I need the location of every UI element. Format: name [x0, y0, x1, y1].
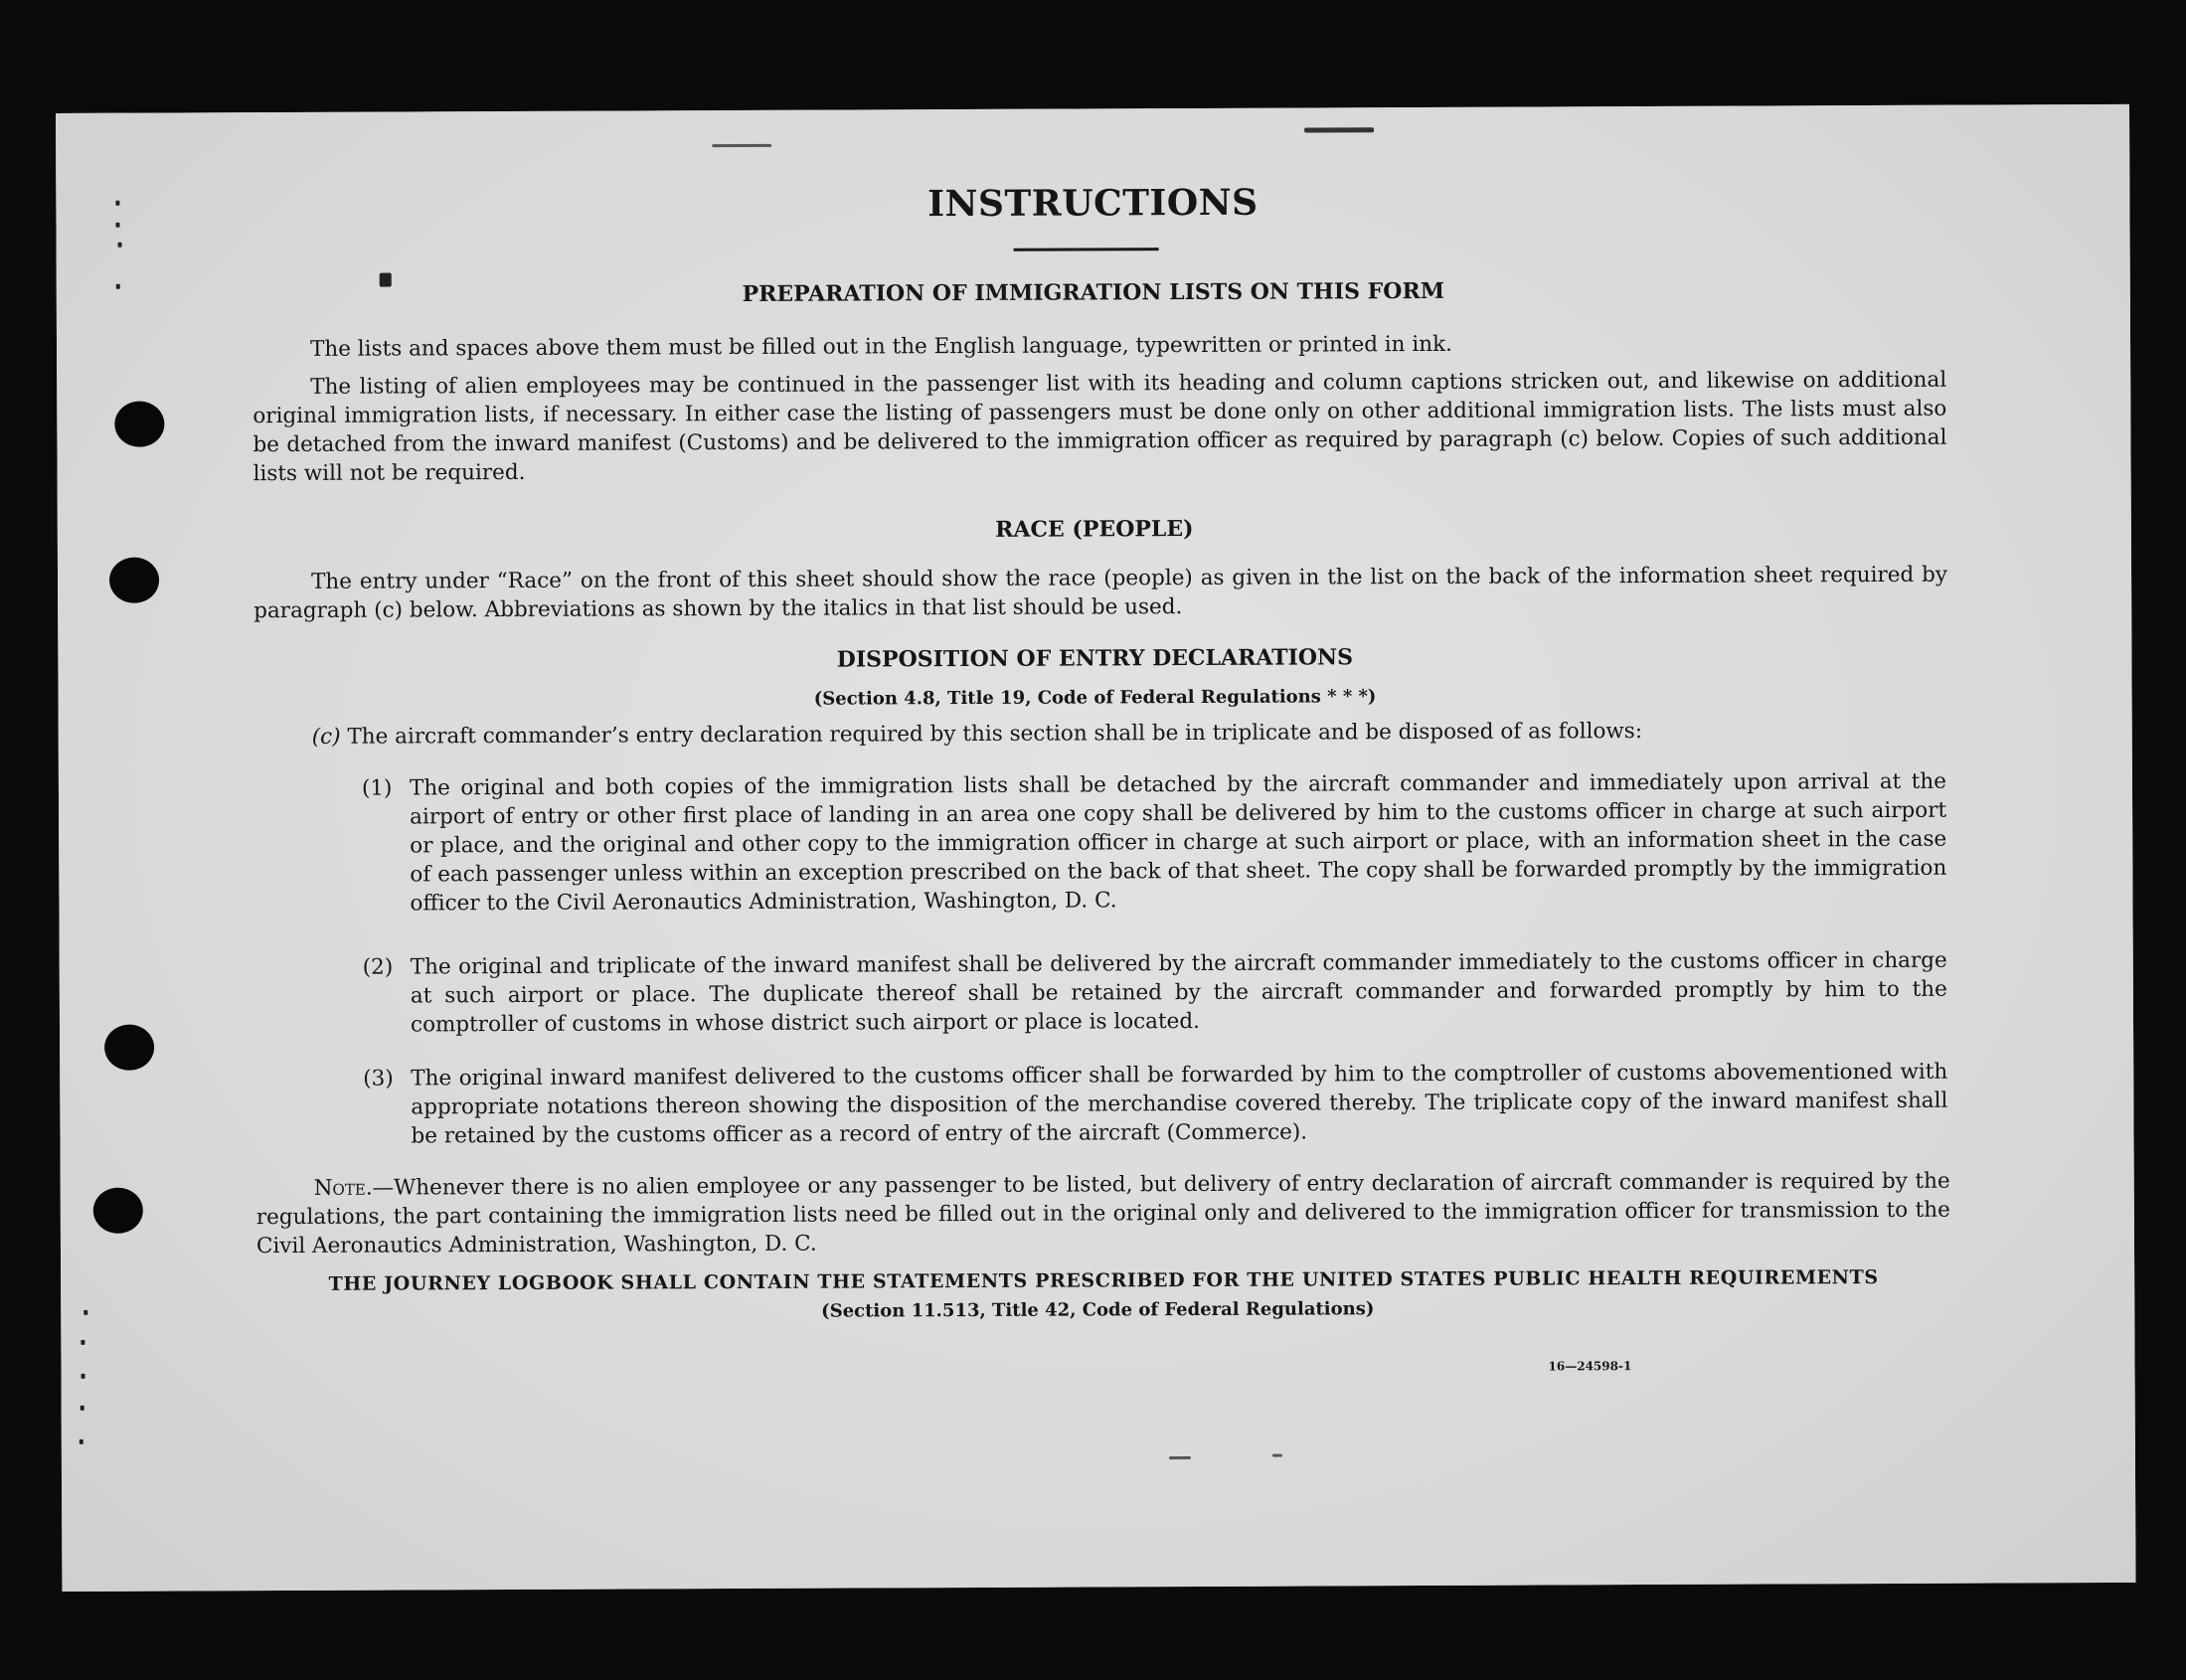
preparation-heading: PREPARATION OF IMMIGRATION LISTS ON THIS FORM: [742, 277, 1445, 307]
disposition-subheading: (Section 4.8, Title 19, Code of Federal Regulations * * *): [813, 686, 1377, 710]
paper-sheet: [56, 104, 2135, 1592]
disposition-item-text: The original and triplicate of the inward manifest shall be delivered by the aircraft commander immediately to the customs officer in charge at such airport or place. The duplicate thereof shall be retained by the aircraft commander and forwarded promptly by him to the comptroller of customs in whose district such airport or place is located.: [410, 947, 1947, 1038]
disposition-item: [362, 767, 1947, 919]
disposition-intro-label: (c): [311, 724, 341, 750]
note-text: —Whenever there is no alien employee or any passenger to be listed, but delivery of entry declaration of aircraft commander is required by the regulations, the part containing the immigration lists need be filled out in the original only and delivered to the immigration officer for transmission to the Civil Aeronautics Administration, Washington, D. C.: [255, 1168, 1950, 1260]
disposition-item-text: The original inward manifest delivered to the customs officer shall be forwarded by him to the comptroller of customs abovementioned with appropriate notations thereon showing the disposition of the merchandise covered thereby. The triplicate copy of the inward manifest shall be retained by the customs officer as a record of entry of the aircraft (Commerce).: [411, 1059, 1948, 1149]
race-paragraph: The entry under “Race” on the front of this sheet should show the race (people) as given in the list on the back of the information sheet required by paragraph (c) below. Abbreviations as shown by the italics in that list should be used.: [253, 562, 1948, 624]
note-paragraph: [256, 1167, 1950, 1260]
note-label: Note.: [313, 1175, 373, 1201]
document-title: INSTRUCTIONS: [927, 181, 1259, 226]
public-health-citation: (Section 11.513, Title 42, Code of Federal Regulations): [821, 1298, 1375, 1322]
public-health-statement: THE JOURNEY LOGBOOK SHALL CONTAIN THE STATEMENTS PRESCRIBED FOR THE UNITED STATES PUBLIC HEALTH REQUIREMENTS: [328, 1266, 1879, 1295]
race-heading: RACE (PEOPLE): [995, 516, 1194, 543]
disposition-item-number: (1): [361, 775, 393, 801]
disposition-intro-text: The aircraft commander’s entry declaration required by this section shall be in triplicate and be disposed of as follows:: [347, 719, 1643, 750]
disposition-item-text: The original and both copies of the immigration lists shall be detached by the aircraft commander and immediately upon arrival at the airport of entry or other first place of landing in an area one copy shall be delivered by him to the customs officer in charge at such airport or place, and the original and other copy to the immigration officer in charge at such airport or place, with an information sheet in the case of each passenger unless within an exception prescribed on the back of that sheet. The copy shall be forwarded promptly by the immigration officer to the Civil Aeronautics Administration, Washington, D. C.: [409, 768, 1947, 917]
preparation-paragraph-1: The lists and spaces above them must be filled out in the English language, typewritten or printed in ink.: [309, 331, 1452, 362]
form-number: 16—24598-1: [1548, 1359, 1632, 1374]
disposition-item-number: (2): [362, 954, 394, 980]
disposition-item: [363, 946, 1947, 1040]
disposition-item-number: (3): [363, 1066, 394, 1092]
preparation-paragraph-2: The listing of alien employees may be continued in the passenger list with its heading and column captions stricken out, and likewise on additional original immigration lists, if necessary. In either case the listing of passengers must be done only on other additional immigration lists. The lists must also be detached from the inward manifest (Customs) and be delivered to the immigration officer as required by paragraph (c) below. Copies of such additional lists will not be required.: [252, 367, 1947, 487]
disposition-heading: DISPOSITION OF ENTRY DECLARATIONS: [836, 644, 1354, 673]
instructions-document: [56, 104, 2135, 1592]
disposition-intro: [312, 716, 1948, 752]
title-underline: [1014, 248, 1159, 252]
disposition-item: [363, 1058, 1947, 1151]
